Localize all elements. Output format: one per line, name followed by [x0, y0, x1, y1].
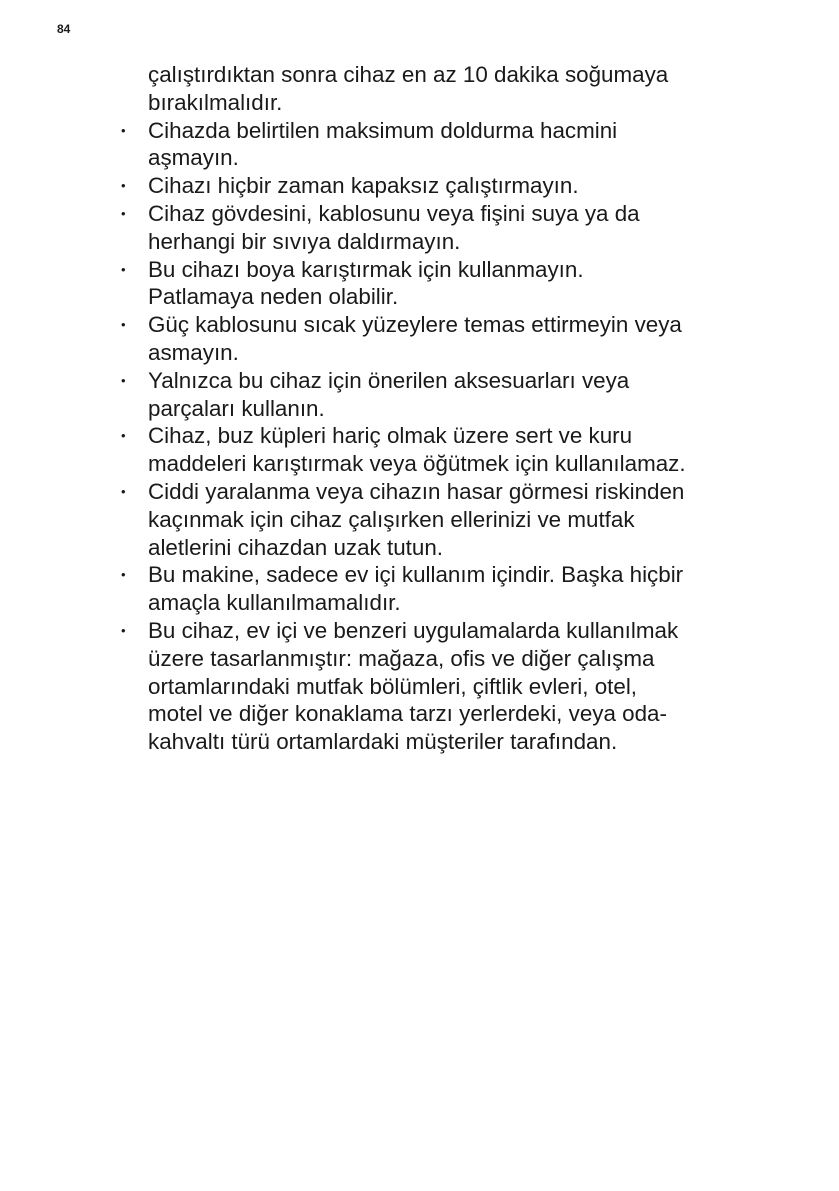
- text-line: herhangi bir sıvıya daldırmayın.: [148, 228, 461, 254]
- bullet-item: [148, 311, 838, 367]
- text-line: kaçınmak için cihaz çalışırken ellerinizi ve mutfak: [148, 506, 635, 532]
- text-line: asmayın.: [148, 339, 239, 365]
- text-line: amaçla kullanılmamalıdır.: [148, 590, 401, 616]
- text-line: parçaları kullanın.: [148, 395, 325, 421]
- text-line: üzere tasarlanmıştır: mağaza, ofis ve diğer çalışma: [148, 645, 655, 671]
- text-line: aletlerini cihazdan uzak tutun.: [148, 534, 443, 560]
- bullet-item: [148, 117, 838, 173]
- text-line: aşmayın.: [148, 145, 239, 171]
- bullet-item: [148, 200, 838, 256]
- continued-paragraph: [148, 61, 838, 117]
- text-line: • Cihaz gövdesini, kablosunu veya fişini suya ya da: [148, 200, 640, 226]
- bullet-item: [148, 256, 838, 312]
- text-line: maddeleri karıştırmak veya öğütmek için kullanılamaz.: [148, 451, 686, 477]
- text-line: kahvaltı türü ortamlardaki müşteriler tarafından.: [148, 729, 618, 755]
- bullet-item: [148, 617, 838, 756]
- text-line: • Cihaz, buz küpleri hariç olmak üzere sert ve kuru: [148, 423, 633, 449]
- text-line: • Ciddi yaralanma veya cihazın hasar görmesi riskinden: [148, 478, 685, 504]
- bullet-item: [148, 422, 838, 478]
- text-line: • Cihazı hiçbir zaman kapaksız çalıştırmayın.: [148, 173, 579, 199]
- bullet-item: [148, 478, 838, 561]
- text-line: • Cihazda belirtilen maksimum doldurma hacmini: [148, 117, 618, 143]
- text-line: • Bu cihazı boya karıştırmak için kullanmayın.: [148, 256, 584, 282]
- text-line: motel ve diğer konaklama tarzı yerlerdeki, veya oda-: [148, 701, 667, 727]
- text-line: çalıştırdıktan sonra cihaz en az 10 dakika soğumaya: [148, 62, 669, 87]
- text-line: Patlamaya neden olabilir.: [148, 284, 399, 310]
- page-content: [148, 61, 838, 756]
- text-line: bırakılmalıdır.: [148, 89, 283, 115]
- bullet-item: [148, 172, 838, 200]
- bullet-item: [148, 367, 838, 423]
- safety-bullet-list: [148, 117, 838, 756]
- text-line: • Güç kablosunu sıcak yüzeylere temas ettirmeyin veya: [148, 312, 682, 338]
- text-line: • Bu makine, sadece ev içi kullanım içindir. Başka hiçbir: [148, 562, 684, 588]
- page-number: 84: [57, 22, 71, 36]
- text-line: ortamlarındaki mutfak bölümleri, çiftlik evleri, otel,: [148, 673, 638, 699]
- text-line: • Yalnızca bu cihaz için önerilen aksesuarları veya: [148, 367, 630, 393]
- bullet-item: [148, 561, 838, 617]
- text-line: • Bu cihaz, ev içi ve benzeri uygulamalarda kullanılmak: [148, 617, 679, 643]
